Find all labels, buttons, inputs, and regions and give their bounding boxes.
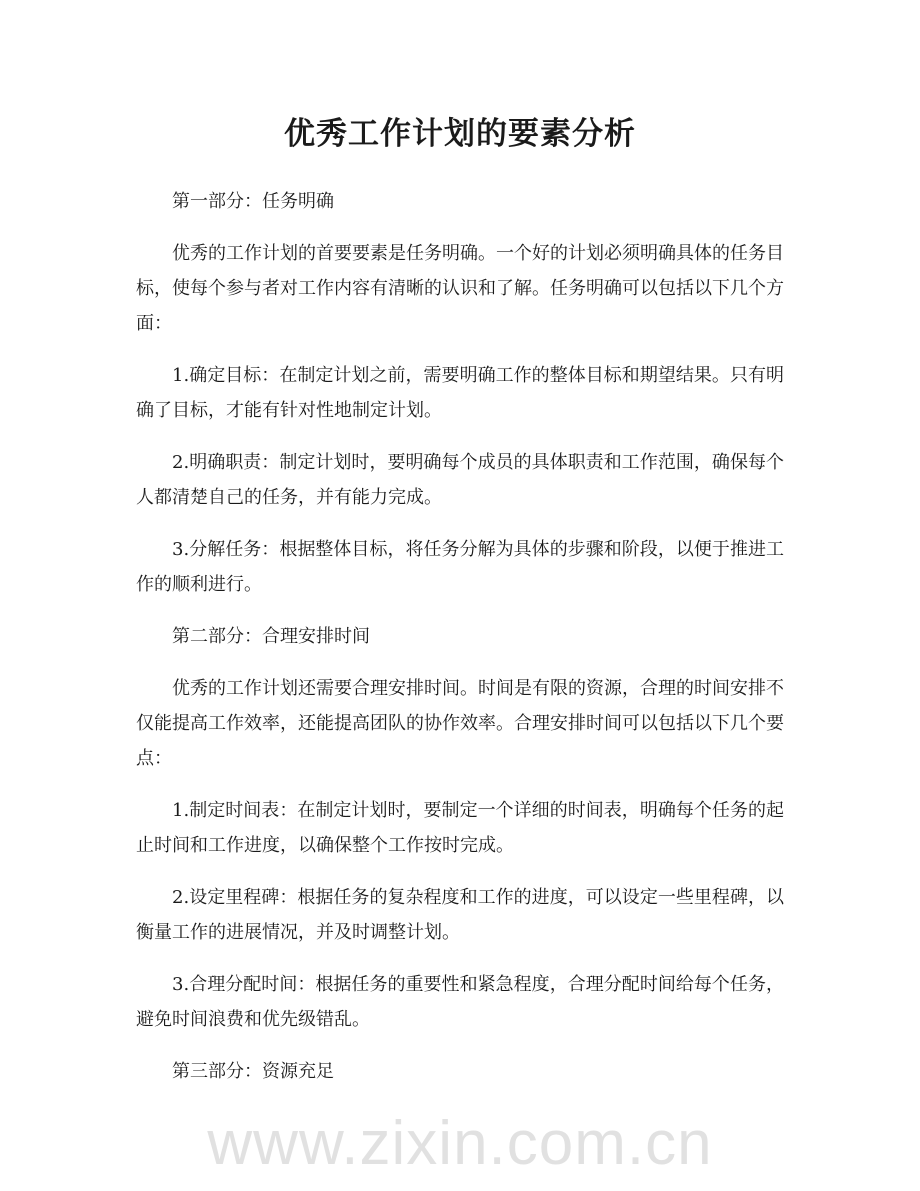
- section-heading-2: 第二部分：合理安排时间: [172, 626, 370, 647]
- paragraph: 优秀的工作计划还需要合理安排时间。时间是有限的资源，合理的时间安排不仅能提高工作效率，还能提高团队的协作效率。合理安排时间可以包括以下几个要点：: [136, 678, 784, 769]
- document-body: [136, 184, 784, 1106]
- list-item: 3.分解任务：根据整体目标，将任务分解为具体的步骤和阶段，以便于推进工作的顺利进行。: [136, 539, 784, 595]
- paragraph: 优秀的工作计划的首要要素是任务明确。一个好的计划必须明确具体的任务目标，使每个参与者对工作内容有清晰的认识和了解。任务明确可以包括以下几个方面：: [136, 243, 784, 334]
- section-heading-1: 第一部分：任务明确: [172, 191, 334, 212]
- list-item: 1.确定目标：在制定计划之前，需要明确工作的整体目标和期望结果。只有明确了目标，才能有针对性地制定计划。: [136, 365, 784, 421]
- list-item: 3.合理分配时间：根据任务的重要性和紧急程度，合理分配时间给每个任务，避免时间浪费和优先级错乱。: [136, 974, 784, 1030]
- list-item: 2.设定里程碑：根据任务的复杂程度和工作的进度，可以设定一些里程碑，以衡量工作的进展情况，并及时调整计划。: [136, 887, 784, 943]
- watermark: www.zixin.com.cn: [207, 1109, 713, 1178]
- list-item: 2.明确职责：制定计划时，要明确每个成员的具体职责和工作范围，确保每个人都清楚自己的任务，并有能力完成。: [136, 452, 784, 508]
- list-item: 1.制定时间表：在制定计划时，要制定一个详细的时间表，明确每个任务的起止时间和工作进度，以确保整个工作按时完成。: [136, 800, 784, 856]
- document-title: 优秀工作计划的要素分析: [284, 116, 636, 152]
- section-heading-3: 第三部分：资源充足: [172, 1061, 334, 1082]
